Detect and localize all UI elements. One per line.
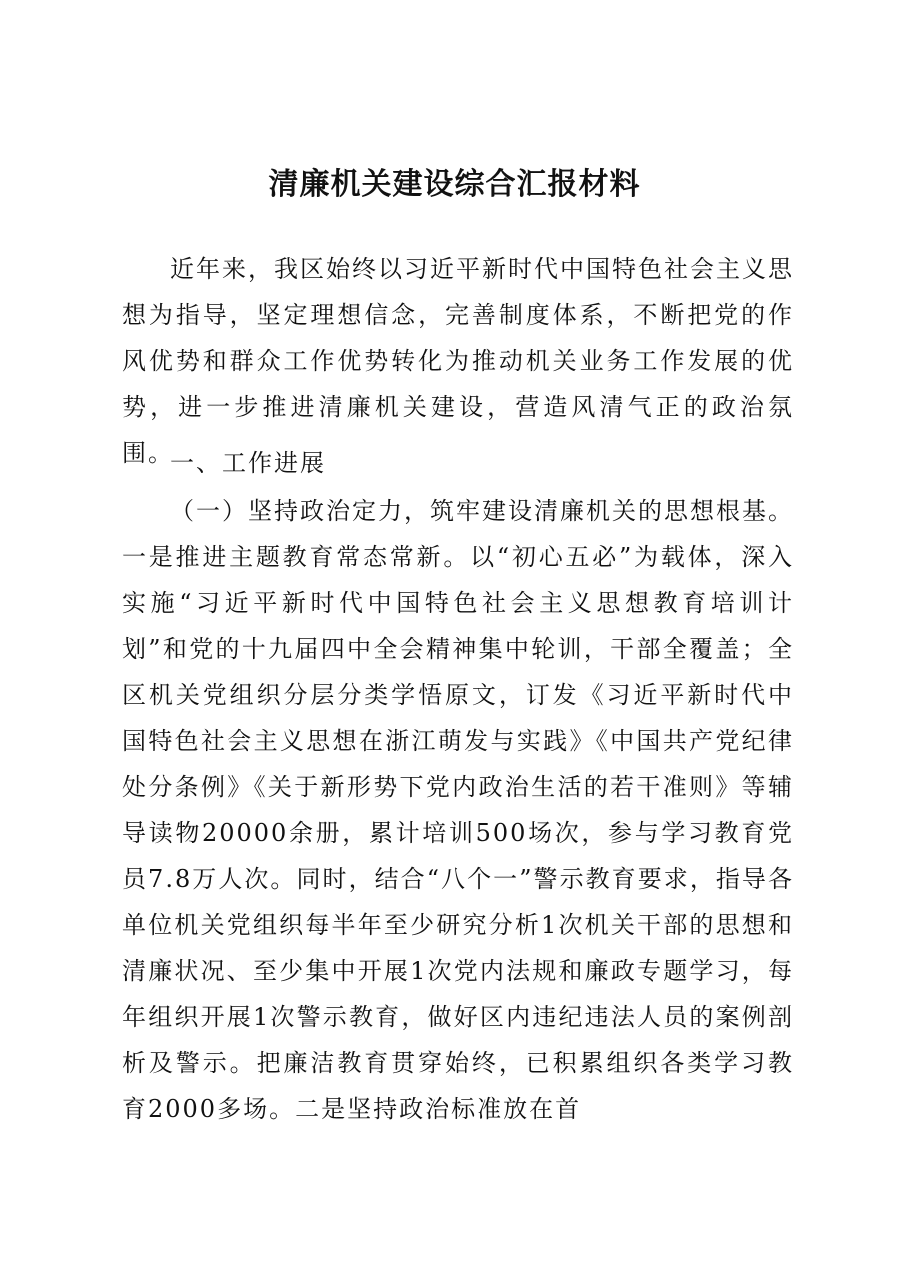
intro-paragraph: 近年来，我区始终以习近平新时代中国特色社会主义思想为指导，坚定理想信念，完善制度体系，不断把党的作风优势和群众工作优势转化为推动机关业务工作发展的优势，进一步推进清廉机关建设，营造风清气正的政治氛围。	[122, 255, 794, 467]
section-heading: 一、工作进展	[170, 449, 326, 477]
document-title: 清廉机关建设综合汇报材料	[268, 167, 641, 202]
subsection-paragraph: （一）坚持政治定力，筑牢建设清廉机关的思想根基。一是推进主题教育常态常新。以“初心五必”为载体，深入实施“习近平新时代中国特色社会主义思想教育培训计划”和党的十九届四中全会精神集中轮训，干部全覆盖；全区机关党组织分层分类学悟原文，订发《习近平新时代中国特色社会主义思想在浙江萌发与实践》《中国共产党纪律处分条例》《关于新形势下党内政治生活的若干准则》等辅导读物20000余册，累计培训500场次，参与学习教育党员7.8万人次。同时，结合“八个一”警示教育要求，指导各单位机关党组织每半年至少研究分析1次机关干部的思想和清廉状况、至少集中开展1次党内法规和廉政专题学习，每年组织开展1次警示教育，做好区内违纪违法人员的案例剖析及警示。把廉洁教育贯穿始终，已积累组织各类学习教育2000多场。二是坚持政治标准放在首	[122, 497, 794, 1123]
